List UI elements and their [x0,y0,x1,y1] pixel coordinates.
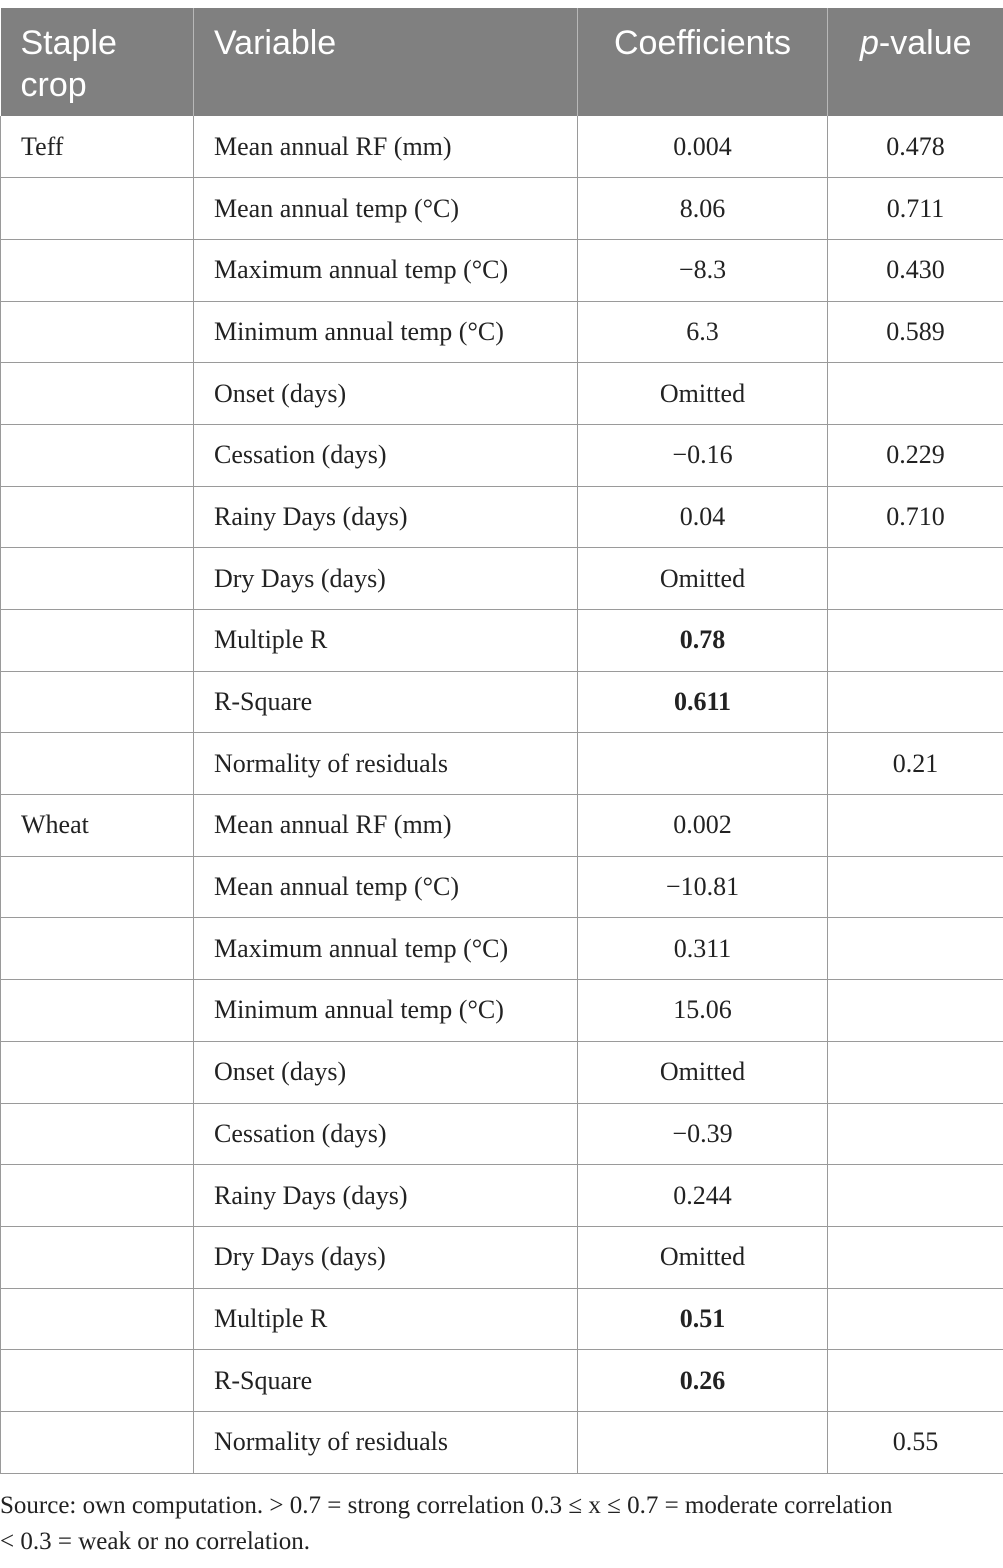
cell-coefficient: Omitted [578,363,828,425]
cell-variable: Normality of residuals [194,733,578,795]
cell-coefficient: 0.611 [578,671,828,733]
cell-p-value [828,1226,1003,1288]
table-body [1,116,1003,1473]
cell-p-value [828,795,1003,857]
table-row [1,1165,1003,1227]
table-row [1,1226,1003,1288]
cell-coefficient: 15.06 [578,980,828,1042]
cell-staple-crop [1,1288,194,1350]
cell-coefficient: Omitted [578,548,828,610]
cell-variable: Multiple R [194,1288,578,1350]
cell-p-value [828,1165,1003,1227]
cell-staple-crop [1,301,194,363]
cell-variable: Mean annual temp (°C) [194,178,578,240]
table-row [1,980,1003,1042]
cell-p-value: 0.711 [828,178,1003,240]
cell-variable: Minimum annual temp (°C) [194,980,578,1042]
cell-p-value [828,671,1003,733]
cell-variable: Normality of residuals [194,1411,578,1473]
cell-variable: Mean annual RF (mm) [194,116,578,178]
footnote-line-1: Source: own computation. > 0.7 = strong correlation 0.3 ≤ x ≤ 0.7 = moderate correlation [0,1492,893,1519]
header-staple-crop-line2: crop [20,66,87,104]
cell-coefficient: 0.04 [578,486,828,548]
header-staple-crop [1,8,194,116]
cell-variable: Mean annual RF (mm) [194,795,578,857]
cell-coefficient [578,1411,828,1473]
table-row [1,1288,1003,1350]
table-row [1,1041,1003,1103]
table-footnote [0,1488,1003,1560]
cell-staple-crop [1,1411,194,1473]
cell-coefficient [578,733,828,795]
cell-p-value [828,856,1003,918]
cell-staple-crop [1,424,194,486]
cell-p-value [828,1350,1003,1412]
cell-staple-crop [1,671,194,733]
cell-p-value: 0.430 [828,239,1003,301]
table-row [1,1411,1003,1473]
cell-coefficient: 0.78 [578,610,828,672]
cell-variable: R-Square [194,1350,578,1412]
footnote-line-2: < 0.3 = weak or no correlation. [0,1528,311,1555]
table-row [1,301,1003,363]
cell-coefficient: −0.16 [578,424,828,486]
table-header [1,8,1003,116]
cell-coefficient: 0.311 [578,918,828,980]
cell-p-value [828,1103,1003,1165]
cell-staple-crop [1,980,194,1042]
cell-variable: Rainy Days (days) [194,1165,578,1227]
cell-variable: Multiple R [194,610,578,672]
cell-variable: Minimum annual temp (°C) [194,301,578,363]
cell-coefficient: 0.244 [578,1165,828,1227]
header-p-rest: -value [878,24,972,62]
table-row [1,363,1003,425]
cell-staple-crop [1,918,194,980]
cell-coefficient: 6.3 [578,301,828,363]
regression-table [0,8,1003,1474]
header-p-italic: p [859,24,879,62]
cell-coefficient: 0.004 [578,116,828,178]
cell-staple-crop [1,856,194,918]
cell-variable: Mean annual temp (°C) [194,856,578,918]
cell-variable: Cessation (days) [194,1103,578,1165]
header-staple-crop-line1: Staple [20,24,117,62]
table-row [1,671,1003,733]
cell-staple-crop: Teff [1,116,194,178]
cell-p-value [828,363,1003,425]
cell-p-value: 0.229 [828,424,1003,486]
cell-variable: Onset (days) [194,363,578,425]
cell-p-value: 0.589 [828,301,1003,363]
cell-staple-crop [1,1103,194,1165]
cell-variable: R-Square [194,671,578,733]
table-row [1,918,1003,980]
table-row [1,1103,1003,1165]
cell-variable: Dry Days (days) [194,1226,578,1288]
cell-p-value: 0.55 [828,1411,1003,1473]
cell-staple-crop [1,733,194,795]
table-row [1,856,1003,918]
table-row [1,733,1003,795]
cell-p-value: 0.710 [828,486,1003,548]
table-row [1,548,1003,610]
cell-p-value [828,1041,1003,1103]
cell-staple-crop [1,1350,194,1412]
cell-variable: Rainy Days (days) [194,486,578,548]
cell-staple-crop [1,1226,194,1288]
cell-variable: Maximum annual temp (°C) [194,918,578,980]
cell-staple-crop: Wheat [1,795,194,857]
table-row [1,239,1003,301]
header-row [1,8,1003,116]
cell-variable: Dry Days (days) [194,548,578,610]
cell-staple-crop [1,486,194,548]
table-row [1,1350,1003,1412]
cell-coefficient: 8.06 [578,178,828,240]
cell-variable: Onset (days) [194,1041,578,1103]
header-coefficients: Coefficients [578,8,828,116]
header-variable: Variable [194,8,578,116]
cell-coefficient: −8.3 [578,239,828,301]
cell-p-value [828,610,1003,672]
table-row [1,486,1003,548]
cell-coefficient: 0.26 [578,1350,828,1412]
cell-variable: Cessation (days) [194,424,578,486]
cell-staple-crop [1,178,194,240]
cell-p-value [828,980,1003,1042]
cell-coefficient: −10.81 [578,856,828,918]
cell-p-value: 0.21 [828,733,1003,795]
cell-staple-crop [1,548,194,610]
cell-coefficient: 0.51 [578,1288,828,1350]
cell-p-value [828,548,1003,610]
cell-coefficient: Omitted [578,1041,828,1103]
cell-staple-crop [1,239,194,301]
header-p-value [828,8,1003,116]
table-row [1,116,1003,178]
cell-p-value: 0.478 [828,116,1003,178]
cell-coefficient: −0.39 [578,1103,828,1165]
cell-coefficient: 0.002 [578,795,828,857]
cell-staple-crop [1,610,194,672]
cell-p-value [828,1288,1003,1350]
cell-variable: Maximum annual temp (°C) [194,239,578,301]
cell-p-value [828,918,1003,980]
cell-staple-crop [1,1041,194,1103]
table-row [1,610,1003,672]
table-row [1,795,1003,857]
table-row [1,178,1003,240]
cell-coefficient: Omitted [578,1226,828,1288]
cell-staple-crop [1,1165,194,1227]
table-row [1,424,1003,486]
cell-staple-crop [1,363,194,425]
